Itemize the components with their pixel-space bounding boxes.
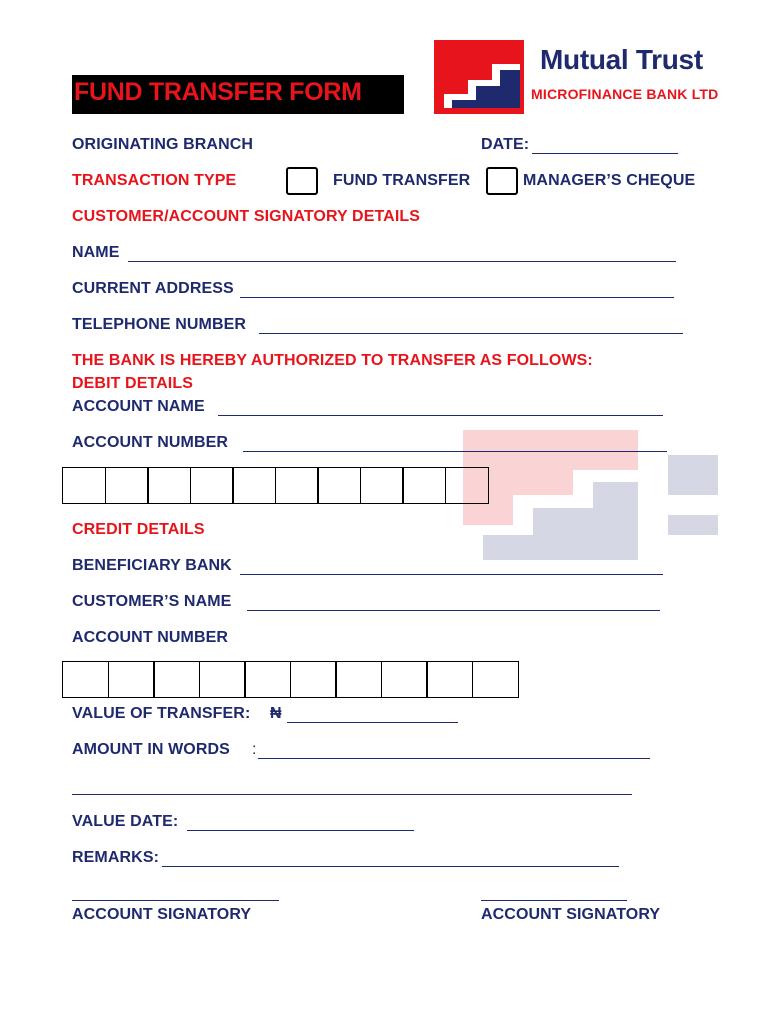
right-account-signatory-label: ACCOUNT SIGNATORY [481, 906, 661, 923]
value-of-transfer-field[interactable] [287, 722, 458, 723]
fund-transfer-option-label: FUND TRANSFER [333, 172, 471, 189]
transaction-type-label: TRANSACTION TYPE [72, 172, 237, 189]
amount-in-words-colon: : [252, 741, 257, 758]
fund-transfer-checkbox[interactable] [286, 167, 318, 195]
debit-account-name-field[interactable] [218, 415, 663, 416]
debit-account-name-label: ACCOUNT NAME [72, 398, 205, 415]
debit-account-number-line[interactable] [243, 451, 667, 452]
debit-account-digit-box[interactable] [232, 467, 276, 504]
value-date-field[interactable] [187, 830, 414, 831]
bank-name: Mutual Trust [540, 44, 703, 75]
remarks-label: REMARKS: [72, 849, 160, 866]
credit-account-digit-box[interactable] [381, 661, 428, 698]
credit-account-digit-box[interactable] [62, 661, 109, 698]
credit-account-number-label: ACCOUNT NUMBER [72, 629, 229, 646]
beneficiary-bank-label: BENEFICIARY BANK [72, 557, 232, 574]
date-field[interactable] [532, 153, 678, 154]
managers-cheque-checkbox[interactable] [486, 167, 518, 195]
credit-account-number-boxes [62, 661, 519, 698]
right-signature-field[interactable] [481, 900, 627, 901]
bank-logo-icon [434, 40, 524, 114]
name-label: NAME [72, 244, 120, 261]
credit-account-digit-box[interactable] [472, 661, 519, 698]
debit-account-digit-box[interactable] [402, 467, 446, 504]
customer-name-label: CUSTOMER’S NAME [72, 593, 232, 610]
bank-subtitle: MICROFINANCE BANK LTD [531, 86, 719, 102]
credit-account-digit-box[interactable] [335, 661, 382, 698]
amount-in-words-continuation-field[interactable] [72, 794, 632, 795]
credit-details-heading: CREDIT DETAILS [72, 521, 205, 538]
customer-details-heading: CUSTOMER/ACCOUNT SIGNATORY DETAILS [72, 208, 421, 225]
credit-account-digit-box[interactable] [153, 661, 200, 698]
debit-account-digit-box[interactable] [62, 467, 106, 504]
value-of-transfer-label: VALUE OF TRANSFER: [72, 705, 251, 722]
value-date-label: VALUE DATE: [72, 813, 179, 830]
date-label: DATE: [481, 136, 530, 153]
credit-account-digit-box[interactable] [426, 661, 473, 698]
remarks-field[interactable] [162, 866, 619, 867]
telephone-number-field[interactable] [259, 333, 683, 334]
name-field[interactable] [128, 261, 676, 262]
credit-account-digit-box[interactable] [290, 661, 337, 698]
debit-account-digit-box[interactable] [275, 467, 319, 504]
form-title: FUND TRANSFER FORM [74, 78, 362, 106]
credit-account-digit-box[interactable] [199, 661, 246, 698]
telephone-number-label: TELEPHONE NUMBER [72, 316, 247, 333]
customer-name-field[interactable] [247, 610, 660, 611]
credit-account-digit-box[interactable] [108, 661, 155, 698]
debit-details-heading: DEBIT DETAILS [72, 375, 194, 392]
debit-account-digit-box[interactable] [147, 467, 191, 504]
debit-account-number-boxes [62, 467, 489, 504]
amount-in-words-field[interactable] [258, 758, 650, 759]
managers-cheque-option-label: MANAGER’S CHEQUE [523, 172, 696, 189]
debit-account-number-label: ACCOUNT NUMBER [72, 434, 229, 451]
credit-account-digit-box[interactable] [244, 661, 291, 698]
beneficiary-bank-field[interactable] [240, 574, 663, 575]
debit-account-digit-box[interactable] [317, 467, 361, 504]
debit-account-digit-box[interactable] [360, 467, 404, 504]
watermark-logo-icon [463, 430, 723, 560]
authorization-statement: THE BANK IS HEREBY AUTHORIZED TO TRANSFER AS FOLLOWS: [72, 352, 593, 369]
debit-account-digit-box[interactable] [190, 467, 234, 504]
naira-symbol: ₦ [270, 705, 282, 722]
current-address-field[interactable] [240, 297, 674, 298]
current-address-label: CURRENT ADDRESS [72, 280, 234, 297]
amount-in-words-label: AMOUNT IN WORDS [72, 741, 230, 758]
debit-account-digit-box[interactable] [445, 467, 489, 504]
left-signature-field[interactable] [72, 900, 279, 901]
left-account-signatory-label: ACCOUNT SIGNATORY [72, 906, 252, 923]
originating-branch-label: ORIGINATING BRANCH [72, 136, 254, 153]
debit-account-digit-box[interactable] [105, 467, 149, 504]
